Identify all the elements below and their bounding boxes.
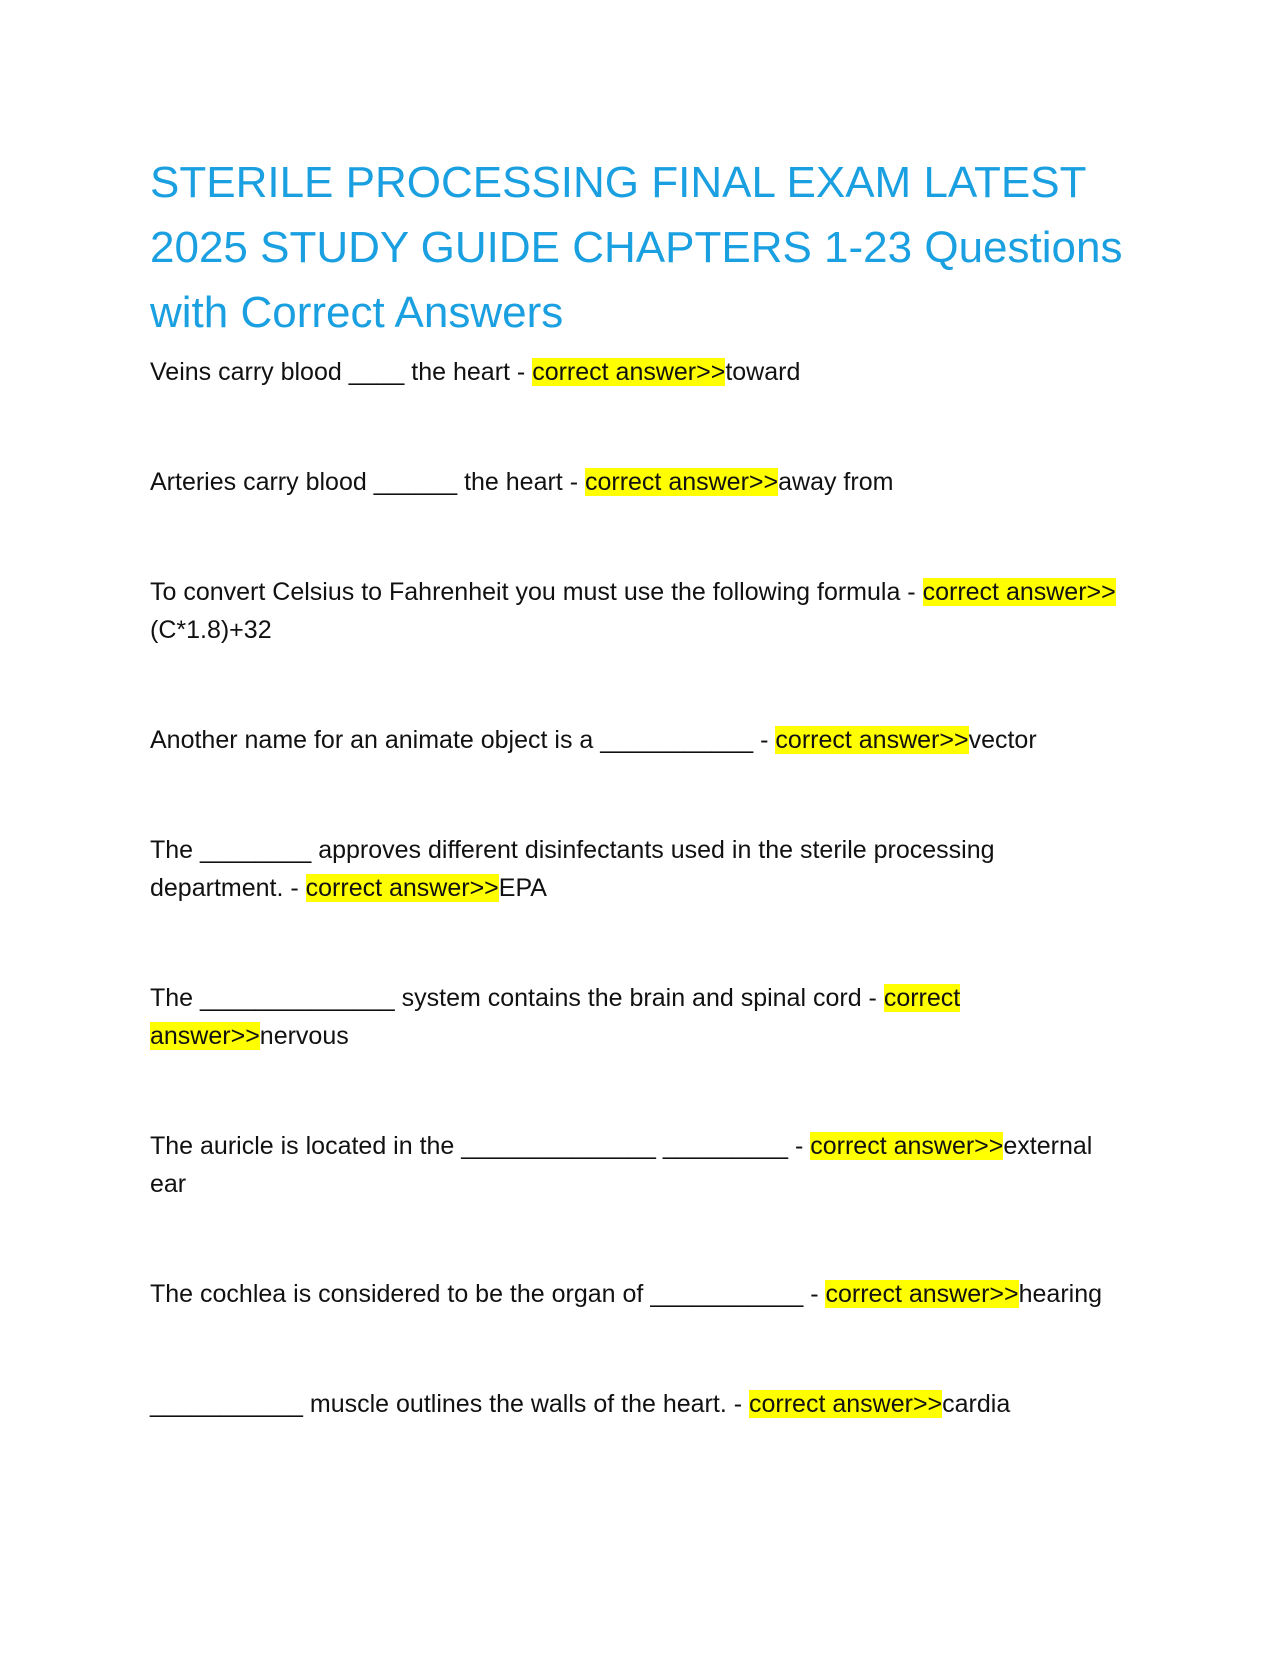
question-text: Veins carry blood ____ the heart - (150, 358, 533, 386)
answer-marker: correct answer>> (305, 874, 499, 902)
answer-marker: correct answer>> (775, 726, 969, 754)
answer-text: EPA (498, 874, 547, 902)
answer-text: nervous (259, 1022, 349, 1050)
document-page (150, 150, 1130, 1423)
answer-text: external ear (150, 1132, 1093, 1198)
question-text: ___________ muscle outlines the walls of the heart. - (150, 1390, 749, 1418)
answer-marker: correct answer>> (810, 1132, 1004, 1160)
question-text: Another name for an animate object is a ___________ - (150, 726, 776, 754)
question-text: The ______________ system contains the brain and spinal cord - (150, 984, 884, 1012)
answer-text: away from (778, 468, 894, 496)
answer-text: cardia (942, 1390, 1011, 1418)
answer-marker: correct answer>> (532, 358, 726, 386)
question-text: The auricle is located in the ______________ _________ - (150, 1132, 811, 1160)
answer-text: toward (725, 358, 801, 386)
qa-item (150, 831, 1130, 907)
qa-item (150, 573, 1130, 649)
qa-item (150, 463, 1130, 501)
qa-item (150, 979, 1130, 1055)
answer-marker: correct answer>> (584, 468, 779, 496)
qa-item (150, 353, 1130, 391)
answer-marker: correct answer>> (922, 578, 1116, 606)
qa-item (150, 1385, 1130, 1423)
question-text: Arteries carry blood ______ the heart - (150, 468, 585, 496)
question-text: To convert Celsius to Fahrenheit you must use the following formula - (150, 578, 923, 606)
answer-marker: correct answer>> (150, 984, 961, 1050)
answer-text: (C*1.8)+32 (150, 616, 272, 644)
question-text: The ________ approves different disinfectants used in the sterile processing department. - (150, 836, 995, 902)
answer-text: hearing (1018, 1280, 1103, 1308)
answer-marker: correct answer>> (749, 1390, 943, 1418)
document-title: STERILE PROCESSING FINAL EXAM LATEST 2025 STUDY GUIDE CHAPTERS 1-23 Questions with Correct Answers (150, 158, 1123, 337)
qa-item (150, 1275, 1130, 1313)
answer-marker: correct answer>> (825, 1280, 1019, 1308)
answer-text: vector (968, 726, 1037, 754)
qa-list (150, 353, 1130, 1423)
qa-item (150, 1127, 1130, 1203)
qa-item (150, 721, 1130, 759)
question-text: The cochlea is considered to be the organ of ___________ - (150, 1280, 826, 1308)
